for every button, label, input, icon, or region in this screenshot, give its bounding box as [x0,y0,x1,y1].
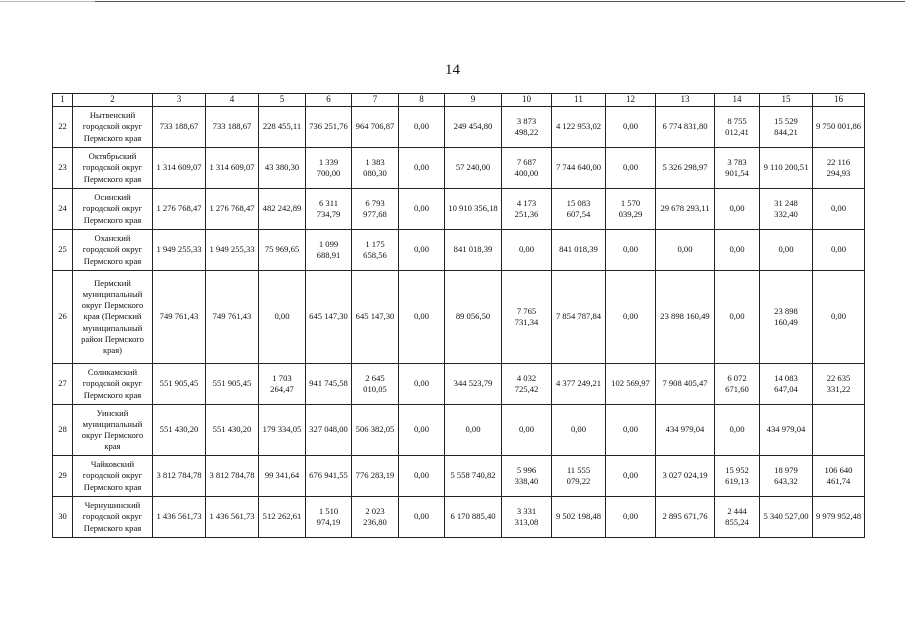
cell-col-3: 3 812 784,78 [153,456,206,497]
municipality-name-line: Пермского края [83,522,142,533]
cell-col-10: 3 331 313,08 [502,497,552,538]
cell-col-8: 0,00 [399,107,445,148]
cell-col-6: 676 941,55 [306,456,352,497]
cell-col-15: 18 979 643,32 [760,456,813,497]
cell-col-15: 5 340 527,00 [760,497,813,538]
cell-col-12: 0,00 [606,107,656,148]
cell-col-4: 551 905,45 [206,364,259,405]
cell-col-5: 482 242,89 [259,189,306,230]
page-number: 14 [445,62,460,78]
cell-col-4: 1 276 768,47 [206,189,259,230]
row-number: 27 [53,364,73,405]
cell-col-14: 15 952 619,13 [715,456,760,497]
column-header-11: 11 [552,94,606,107]
cell-col-15: 31 248 332,40 [760,189,813,230]
municipality-name [73,364,153,405]
cell-col-14: 3 783 901,54 [715,148,760,189]
column-header-8: 8 [399,94,445,107]
cell-col-5: 43 380,30 [259,148,306,189]
cell-col-3: 1 276 768,47 [153,189,206,230]
cell-col-10: 4 032 725,42 [502,364,552,405]
cell-col-7: 776 283,19 [352,456,399,497]
municipality-name-line: городской округ [82,470,143,481]
municipality-name-line: Пермского края [83,132,142,143]
municipality-name-line: Нытвенский [89,110,136,121]
cell-col-11: 9 502 198,48 [552,497,606,538]
cell-col-13: 7 908 405,47 [656,364,715,405]
column-header-12: 12 [606,94,656,107]
cell-col-6: 6 311 734,79 [306,189,352,230]
cell-col-7: 506 382,05 [352,405,399,456]
cell-col-15: 14 083 647,04 [760,364,813,405]
column-header-6: 6 [306,94,352,107]
table-row [53,107,865,148]
municipality-name-line: округ Пермского [81,430,144,440]
column-header-7: 7 [352,94,399,107]
cell-col-15: 0,00 [760,230,813,271]
cell-col-11: 7 854 787,84 [552,271,606,364]
cell-col-15: 23 898 160,49 [760,271,813,364]
cell-col-8: 0,00 [399,364,445,405]
cell-col-15: 9 110 200,51 [760,148,813,189]
cell-col-13: 0,00 [656,230,715,271]
row-number: 30 [53,497,73,538]
municipality-name [73,189,153,230]
municipality-name-line: Уинский [96,407,129,418]
column-header-4: 4 [206,94,259,107]
column-header-16: 16 [813,94,865,107]
cell-col-14: 0,00 [715,230,760,271]
cell-col-16: 22 635 331,22 [813,364,865,405]
table-row [53,364,865,405]
cell-col-16: 0,00 [813,189,865,230]
cell-col-11: 0,00 [552,405,606,456]
cell-col-12: 0,00 [606,271,656,364]
municipality-name-line: края [104,441,121,452]
cell-col-6: 1 339 700,00 [306,148,352,189]
cell-col-13: 23 898 160,49 [656,271,715,364]
cell-col-4: 733 188,67 [206,107,259,148]
cell-col-16: 9 979 952,48 [813,497,865,538]
cell-col-16: 22 116 294,93 [813,148,865,189]
cell-col-14: 0,00 [715,189,760,230]
municipality-name-line: муниципальный [82,418,143,429]
cell-col-5: 99 341,64 [259,456,306,497]
cell-col-11: 841 018,39 [552,230,606,271]
cell-col-11: 7 744 640,00 [552,148,606,189]
cell-col-12: 102 569,97 [606,364,656,405]
cell-col-9: 57 240,00 [445,148,502,189]
cell-col-9: 10 910 356,18 [445,189,502,230]
cell-col-6: 1 099 688,91 [306,230,352,271]
municipality-name-line: Пермского края [83,481,142,492]
cell-col-15: 15 529 844,21 [760,107,813,148]
table-row [53,497,865,538]
cell-col-3: 1 314 609,07 [153,148,206,189]
municipality-name-line: Чернушинский [84,500,141,511]
cell-col-14: 8 755 012,41 [715,107,760,148]
cell-col-9: 6 170 885,40 [445,497,502,538]
municipality-name-line: Октябрьский [88,151,137,162]
column-header-14: 14 [715,94,760,107]
cell-col-13: 5 326 298,97 [656,148,715,189]
cell-col-9: 344 523,79 [445,364,502,405]
cell-col-5: 512 262,61 [259,497,306,538]
column-header-3: 3 [153,94,206,107]
cell-col-3: 551 905,45 [153,364,206,405]
column-header-1: 1 [53,94,73,107]
cell-col-15: 434 979,04 [760,405,813,456]
municipality-name-line: Пермский [94,277,131,288]
cell-col-6: 736 251,76 [306,107,352,148]
municipality-name-line: муниципальный [82,288,143,299]
municipality-name [73,497,153,538]
cell-col-13: 2 895 671,76 [656,497,715,538]
municipality-name-line: район Пермского [81,333,144,344]
cell-col-7: 2 645 010,05 [352,364,399,405]
cell-col-5: 75 969,65 [259,230,306,271]
cell-col-14: 0,00 [715,405,760,456]
cell-col-16 [813,405,865,456]
cell-col-5: 1 703 264,47 [259,364,306,405]
municipality-name-line: Чайковский [90,459,135,470]
table-header-row [53,94,865,107]
table-row [53,148,865,189]
municipality-name-line: края) [102,345,123,355]
budget-table [52,93,865,538]
table-row [53,456,865,497]
cell-col-12: 1 570 039,29 [606,189,656,230]
cell-col-8: 0,00 [399,230,445,271]
cell-col-6: 1 510 974,19 [306,497,352,538]
row-number: 24 [53,189,73,230]
cell-col-11: 4 377 249,21 [552,364,606,405]
cell-col-11: 15 083 607,54 [552,189,606,230]
cell-col-7: 1 175 658,56 [352,230,399,271]
cell-col-5: 0,00 [259,271,306,364]
cell-col-4: 551 430,20 [206,405,259,456]
row-number: 26 [53,271,73,364]
municipality-name-line: муниципальный [82,322,143,333]
cell-col-8: 0,00 [399,405,445,456]
cell-col-12: 0,00 [606,230,656,271]
cell-col-10: 0,00 [502,230,552,271]
cell-col-16: 106 640 461,74 [813,456,865,497]
municipality-name [73,107,153,148]
cell-col-14: 2 444 855,24 [715,497,760,538]
municipality-name-line: Пермского края [83,255,142,266]
cell-col-4: 1 314 609,07 [206,148,259,189]
column-header-10: 10 [502,94,552,107]
cell-col-8: 0,00 [399,271,445,364]
cell-col-8: 0,00 [399,456,445,497]
cell-col-7: 2 023 236,80 [352,497,399,538]
table-row [53,230,865,271]
cell-col-4: 3 812 784,78 [206,456,259,497]
cell-col-16: 9 750 001,86 [813,107,865,148]
municipality-name-line: городской округ [82,203,143,214]
table-row [53,405,865,456]
cell-col-3: 733 188,67 [153,107,206,148]
cell-col-7: 645 147,30 [352,271,399,364]
municipality-name-line: Пермского края [83,389,142,400]
cell-col-6: 941 745,58 [306,364,352,405]
municipality-name-line: края (Пермский [83,311,142,322]
cell-col-7: 1 383 080,30 [352,148,399,189]
municipality-name-line: Осинский [94,192,131,203]
column-header-15: 15 [760,94,813,107]
municipality-name-line: Пермского края [83,173,142,184]
cell-col-11: 11 555 079,22 [552,456,606,497]
column-header-5: 5 [259,94,306,107]
cell-col-8: 0,00 [399,497,445,538]
top-border-line-left [0,1,95,2]
cell-col-6: 327 048,00 [306,405,352,456]
table-row [53,189,865,230]
cell-col-9: 89 056,50 [445,271,502,364]
cell-col-9: 841 018,39 [445,230,502,271]
municipality-name-line: городской округ [82,162,143,173]
cell-col-13: 3 027 024,19 [656,456,715,497]
cell-col-14: 6 072 671,60 [715,364,760,405]
cell-col-10: 0,00 [502,405,552,456]
cell-col-3: 749 761,43 [153,271,206,364]
cell-col-9: 5 558 740,82 [445,456,502,497]
cell-col-12: 0,00 [606,405,656,456]
column-header-9: 9 [445,94,502,107]
row-number: 25 [53,230,73,271]
cell-col-3: 1 436 561,73 [153,497,206,538]
cell-col-7: 6 793 977,68 [352,189,399,230]
cell-col-13: 6 774 831,80 [656,107,715,148]
municipality-name-line: городской округ [82,378,143,389]
municipality-name [73,271,153,364]
column-header-2: 2 [73,94,153,107]
cell-col-13: 434 979,04 [656,405,715,456]
municipality-name [73,148,153,189]
cell-col-16: 0,00 [813,230,865,271]
municipality-name-line: округ Пермского [81,300,144,311]
cell-col-14: 0,00 [715,271,760,364]
cell-col-5: 179 334,05 [259,405,306,456]
municipality-name-line: городской округ [82,244,143,255]
cell-col-4: 1 436 561,73 [206,497,259,538]
cell-col-9: 0,00 [445,405,502,456]
cell-col-12: 0,00 [606,456,656,497]
cell-col-10: 5 996 338,40 [502,456,552,497]
cell-col-12: 0,00 [606,497,656,538]
top-border-line [0,1,905,2]
municipality-name [73,230,153,271]
cell-col-10: 7 687 400,00 [502,148,552,189]
municipality-name [73,405,153,456]
table-row [53,271,865,364]
municipality-name-line: Соликамский [87,367,138,378]
cell-col-11: 4 122 953,02 [552,107,606,148]
cell-col-8: 0,00 [399,189,445,230]
cell-col-7: 964 706,87 [352,107,399,148]
cell-col-4: 749 761,43 [206,271,259,364]
municipality-name-line: Оханский [94,233,131,244]
cell-col-6: 645 147,30 [306,271,352,364]
cell-col-8: 0,00 [399,148,445,189]
municipality-name [73,456,153,497]
cell-col-10: 3 873 498,22 [502,107,552,148]
cell-col-9: 249 454,80 [445,107,502,148]
municipality-name-line: городской округ [82,121,143,132]
row-number: 28 [53,405,73,456]
table-body [53,107,865,538]
cell-col-5: 228 455,11 [259,107,306,148]
cell-col-16: 0,00 [813,271,865,364]
cell-col-4: 1 949 255,33 [206,230,259,271]
row-number: 29 [53,456,73,497]
row-number: 23 [53,148,73,189]
column-header-13: 13 [656,94,715,107]
municipality-name-line: городской округ [82,511,143,522]
municipality-name-line: Пермского края [83,214,142,225]
cell-col-10: 7 765 731,34 [502,271,552,364]
cell-col-3: 1 949 255,33 [153,230,206,271]
cell-col-12: 0,00 [606,148,656,189]
cell-col-13: 29 678 293,11 [656,189,715,230]
cell-col-10: 4 173 251,36 [502,189,552,230]
row-number: 22 [53,107,73,148]
cell-col-3: 551 430,20 [153,405,206,456]
